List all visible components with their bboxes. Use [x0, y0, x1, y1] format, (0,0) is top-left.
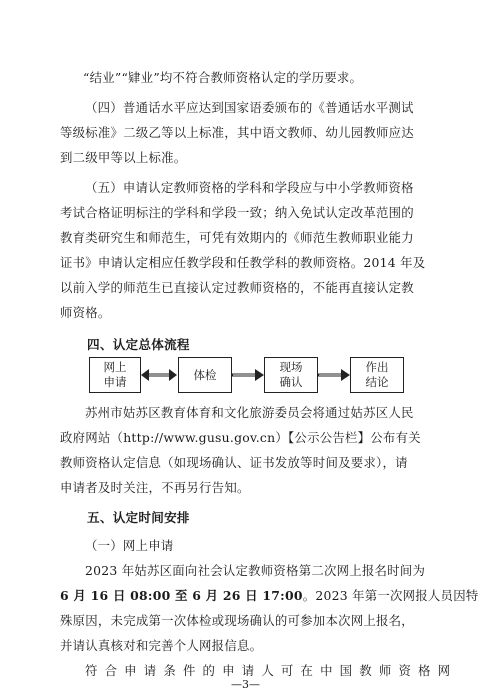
- section-heading: 四、认定总体流程: [87, 337, 190, 352]
- flow-step-label: 网上: [103, 360, 127, 374]
- text-line: 师资格。: [60, 305, 111, 320]
- flow-step-label: 作出: [365, 360, 389, 374]
- text-line: 申请者及时关注，不再另行告知。: [60, 480, 250, 495]
- text-line: 证书》申请认定相应任教学段和任教学科的教师资格。2014 年及: [60, 255, 426, 270]
- text-line: （四）普通话水平应达到国家语委颁布的《普通话水平测试: [85, 100, 414, 115]
- text-line: “结业”“肄业”均不符合教师资格认定的学历要求。: [83, 70, 363, 85]
- arrow-right-icon: [318, 367, 350, 383]
- text-span: 。2023 年第一次网报人员因特: [302, 588, 479, 603]
- bold-date-range: 6 月 16 日 08:00 至 6 月 26 日 17:00: [60, 588, 303, 603]
- page-number: —3—: [231, 678, 260, 691]
- subsection-heading: （一）网上申请: [85, 538, 174, 553]
- flow-step-label: 体检: [193, 367, 217, 382]
- section-heading: 五、认定时间安排: [87, 510, 190, 525]
- flow-step-conclusion: [350, 357, 404, 393]
- arrow-right-icon: [232, 367, 264, 383]
- text-line: 政府网站（http://www.gusu.gov.cn）【公示公告栏】公布有关: [60, 430, 421, 445]
- text-line: 并请认真核对和完善个人网报信息。: [60, 638, 263, 653]
- text-line: （五）申请认定教师资格的学科和学段应与中小学教师资格: [85, 180, 414, 195]
- flow-step-label: 申请: [103, 375, 127, 389]
- text-line: 考试合格证明标注的学科和学段一致；纳入免试认定改革范围的: [60, 205, 414, 220]
- flow-step-on-site-confirmation: [264, 357, 318, 393]
- text-line: 符合申请条件的申请人可在中国教师资格网: [85, 663, 458, 678]
- flow-step-label: 确认: [279, 375, 303, 389]
- text-line: 以前入学的师范生已直接认定过教师资格的，不能再直接认定教: [60, 280, 414, 295]
- text-line: 2023 年姑苏区面向社会认定教师资格第二次网上报名时间为: [85, 563, 426, 578]
- text-line: 教师资格认定信息（如现场确认、证书发放等时间及要求），请: [60, 455, 408, 470]
- text-line: 教育类研究生和师范生，可凭有效期内的《师范生教师职业能力: [60, 230, 414, 245]
- text-line: 殊原因，未完成第一次体检或现场确认的可参加本次网上报名，: [60, 613, 414, 628]
- flow-step-medical-exam: [178, 357, 232, 393]
- text-line: 到二级甲等以上标准。: [60, 150, 187, 165]
- flow-step-online-application: [89, 357, 141, 393]
- flow-step-label: 结论: [365, 375, 389, 389]
- double-arrow-icon: [141, 367, 177, 383]
- flow-step-label: 现场: [279, 360, 303, 374]
- text-line: 苏州市姑苏区教育体育和文化旅游委员会将通过姑苏区人民: [85, 405, 414, 420]
- text-line: 等级标准》二级乙等以上标准，其中语文教师、幼儿园教师应达: [60, 125, 414, 140]
- text-line: [60, 588, 478, 604]
